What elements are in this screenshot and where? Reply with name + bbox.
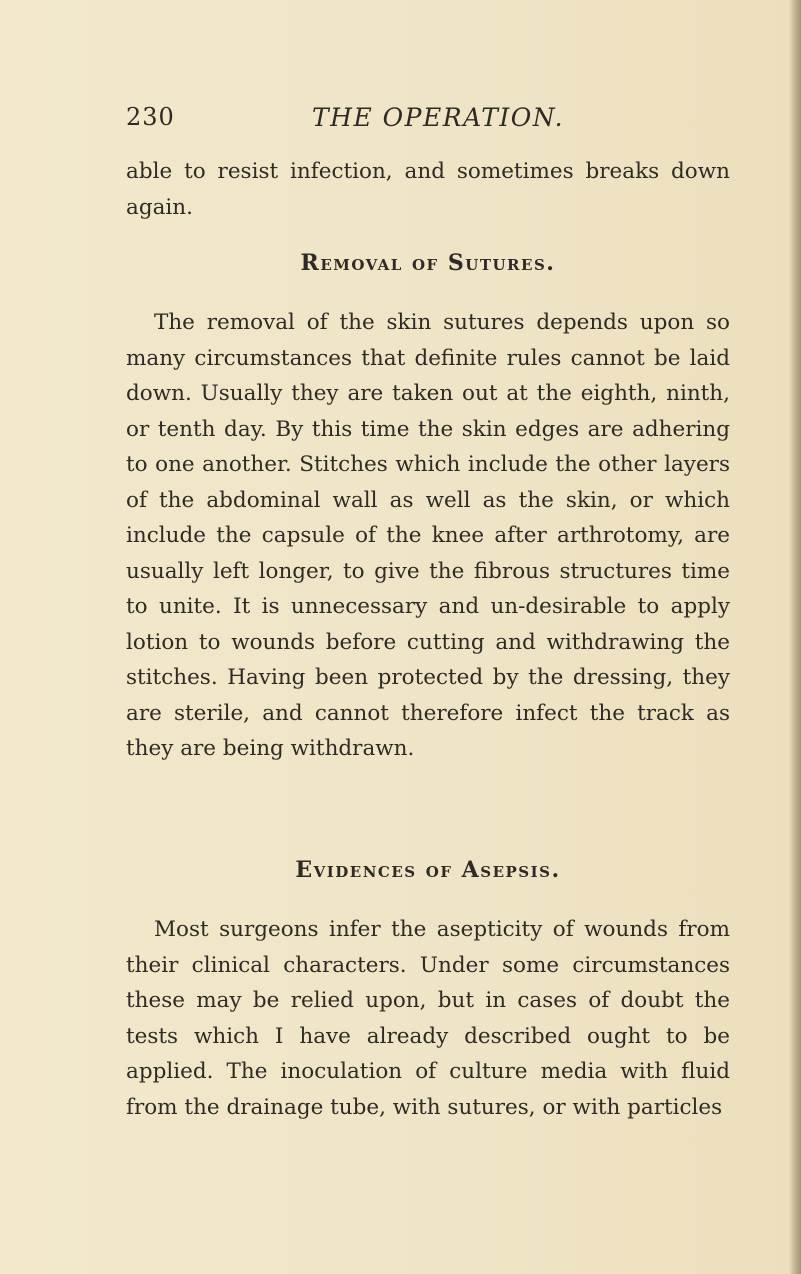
section-heading-evidences-of-asepsis: Evidences of Asepsis. (295, 857, 561, 883)
page-edge-shadow (789, 0, 801, 1274)
page-number: 230 (126, 103, 175, 131)
continued-paragraph: able to resist infection, and sometimes breaks down again. (126, 159, 730, 220)
paragraph-evidences-of-asepsis: Most surgeons infer the asepticity of wounds from their clinical characters. Under some circumstances these may be relied upon, but in cases of doubt the tests which I have already described ought to be applied. The inoculation of culture media with fluid from the drainage tube, with sutures, or with particles (126, 917, 730, 1120)
paragraph-removal-of-sutures: The removal of the skin sutures depends upon so many circumstances that definite rules cannot be laid down. Usually they are taken out at the eighth, ninth, or tenth day. By this time the skin edges are adhering to one another. Stitches which include the other layers of the abdominal wall as well as the skin, or which include the capsule of the knee after arthrotomy, are usually left longer, to give the fibrous structures time to unite. It is unnecessary and un-desirable to apply lotion to wounds before cutting and withdrawing the stitches. Having been protected by the dressing, they are sterile, and cannot therefore infect the track as they are being withdrawn. (126, 310, 730, 761)
page-header (126, 103, 706, 139)
running-title: THE OPERATION. (312, 103, 565, 132)
section-heading-removal-of-sutures: Removal of Sutures. (300, 250, 556, 276)
